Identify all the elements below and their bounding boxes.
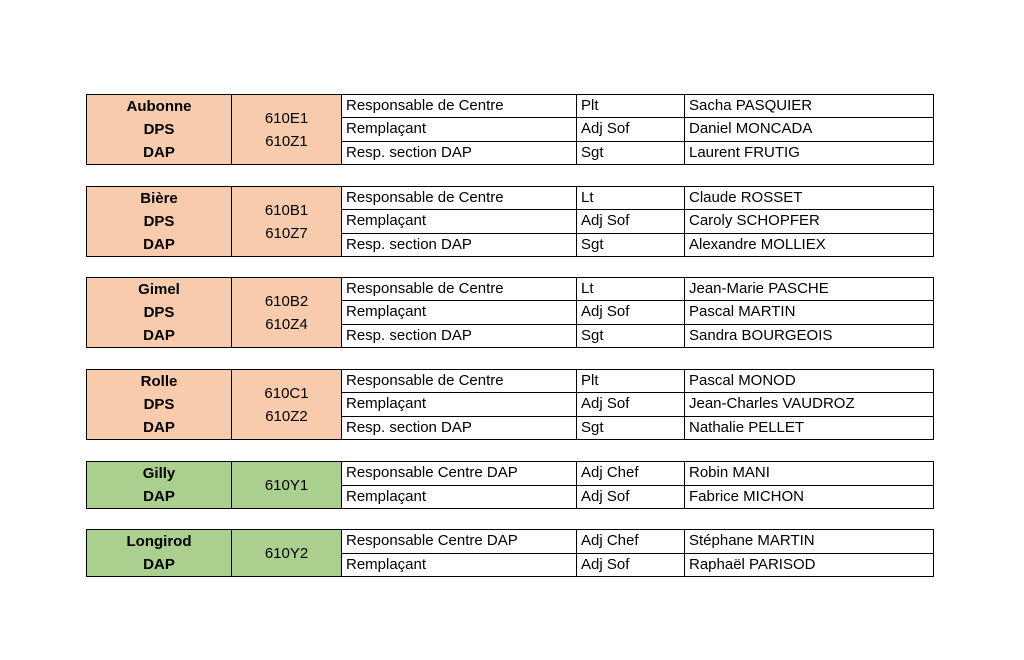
codes-cell — [232, 370, 342, 440]
location-cell — [87, 187, 232, 257]
centre-code: 610B1 — [264, 201, 309, 219]
rank-cell: Plt — [577, 95, 685, 118]
name-cell: Laurent FRUTIG — [685, 141, 934, 164]
service-label: DAP — [143, 236, 175, 253]
centre-table — [86, 529, 934, 577]
role-cell: Remplaçant — [342, 118, 577, 141]
rank-cell: Lt — [577, 187, 685, 210]
role-cell: Remplaçant — [342, 485, 577, 509]
rank-cell: Adj Sof — [577, 301, 685, 324]
centre-table — [86, 277, 934, 348]
rank-cell: Sgt — [577, 233, 685, 256]
service-label: DAP — [143, 144, 175, 161]
service-label: DAP — [143, 488, 175, 505]
name-cell: Raphaël PARISOD — [685, 553, 934, 577]
role-cell: Remplaçant — [342, 553, 577, 577]
codes-cell — [232, 462, 342, 509]
codes-cell — [232, 278, 342, 348]
rank-cell: Adj Sof — [577, 393, 685, 416]
name-cell: Sandra BOURGEOIS — [685, 324, 934, 347]
codes-cell — [232, 530, 342, 577]
name-cell: Caroly SCHOPFER — [685, 210, 934, 233]
centre-code: 610C1 — [264, 384, 309, 402]
service-label: DAP — [143, 327, 175, 344]
rank-cell: Lt — [577, 278, 685, 301]
centre-block — [86, 529, 933, 577]
name-cell: Daniel MONCADA — [685, 118, 934, 141]
name-cell: Stéphane MARTIN — [685, 530, 934, 554]
role-cell: Resp. section DAP — [342, 233, 577, 256]
centre-code: 610Z1 — [265, 132, 308, 150]
role-cell: Responsable Centre DAP — [342, 462, 577, 486]
centre-table — [86, 94, 934, 165]
centre-code: 610Z2 — [265, 407, 308, 425]
rank-cell: Sgt — [577, 141, 685, 164]
codes-cell — [232, 95, 342, 165]
centre-code: 610Z4 — [265, 315, 308, 333]
centre-code: 610Z7 — [265, 224, 308, 242]
rank-cell: Adj Sof — [577, 118, 685, 141]
centre-block — [86, 369, 933, 440]
service-label: DAP — [143, 419, 175, 436]
role-cell: Responsable Centre DAP — [342, 530, 577, 554]
centre-block — [86, 186, 933, 257]
service-label: DAP — [143, 556, 175, 573]
centre-code: 610E1 — [264, 109, 309, 127]
name-cell: Fabrice MICHON — [685, 485, 934, 509]
name-cell: Pascal MARTIN — [685, 301, 934, 324]
table-row — [87, 95, 934, 118]
name-cell: Jean-Marie PASCHE — [685, 278, 934, 301]
role-cell: Resp. section DAP — [342, 324, 577, 347]
centre-block — [86, 94, 933, 165]
role-cell: Responsable de Centre — [342, 187, 577, 210]
rank-cell: Sgt — [577, 324, 685, 347]
centre-table — [86, 369, 934, 440]
role-cell: Resp. section DAP — [342, 416, 577, 439]
rank-cell: Adj Sof — [577, 210, 685, 233]
location-name: Rolle — [140, 373, 178, 390]
service-label: DPS — [143, 213, 175, 230]
rank-cell: Adj Sof — [577, 485, 685, 509]
centre-code: 610Y2 — [264, 544, 309, 562]
name-cell: Nathalie PELLET — [685, 416, 934, 439]
centre-table — [86, 186, 934, 257]
name-cell: Jean-Charles VAUDROZ — [685, 393, 934, 416]
role-cell: Remplaçant — [342, 210, 577, 233]
rank-cell: Adj Sof — [577, 553, 685, 577]
role-cell: Responsable de Centre — [342, 278, 577, 301]
codes-cell — [232, 187, 342, 257]
location-name: Gimel — [138, 281, 180, 298]
role-cell: Remplaçant — [342, 393, 577, 416]
centre-table — [86, 461, 934, 509]
role-cell: Resp. section DAP — [342, 141, 577, 164]
centre-block — [86, 461, 933, 509]
rank-cell: Plt — [577, 370, 685, 393]
table-row — [87, 187, 934, 210]
role-cell: Remplaçant — [342, 301, 577, 324]
location-name: Aubonne — [126, 98, 192, 115]
location-cell — [87, 95, 232, 165]
location-name: Longirod — [126, 533, 192, 550]
name-cell: Claude ROSSET — [685, 187, 934, 210]
name-cell: Pascal MONOD — [685, 370, 934, 393]
role-cell: Responsable de Centre — [342, 370, 577, 393]
centre-block — [86, 277, 933, 348]
rank-cell: Adj Chef — [577, 530, 685, 554]
name-cell: Alexandre MOLLIEX — [685, 233, 934, 256]
location-cell — [87, 530, 232, 577]
table-row — [87, 278, 934, 301]
service-label: DPS — [143, 121, 175, 138]
centre-code: 610B2 — [264, 292, 309, 310]
service-label: DPS — [143, 304, 175, 321]
rank-cell: Sgt — [577, 416, 685, 439]
service-label: DPS — [143, 396, 175, 413]
name-cell: Sacha PASQUIER — [685, 95, 934, 118]
table-row — [87, 370, 934, 393]
location-name: Bière — [140, 190, 178, 207]
location-cell — [87, 462, 232, 509]
table-row — [87, 530, 934, 554]
location-cell — [87, 278, 232, 348]
centre-code: 610Y1 — [264, 476, 309, 494]
location-cell — [87, 370, 232, 440]
table-row — [87, 462, 934, 486]
role-cell: Responsable de Centre — [342, 95, 577, 118]
location-name: Gilly — [142, 465, 176, 482]
name-cell: Robin MANI — [685, 462, 934, 486]
rank-cell: Adj Chef — [577, 462, 685, 486]
